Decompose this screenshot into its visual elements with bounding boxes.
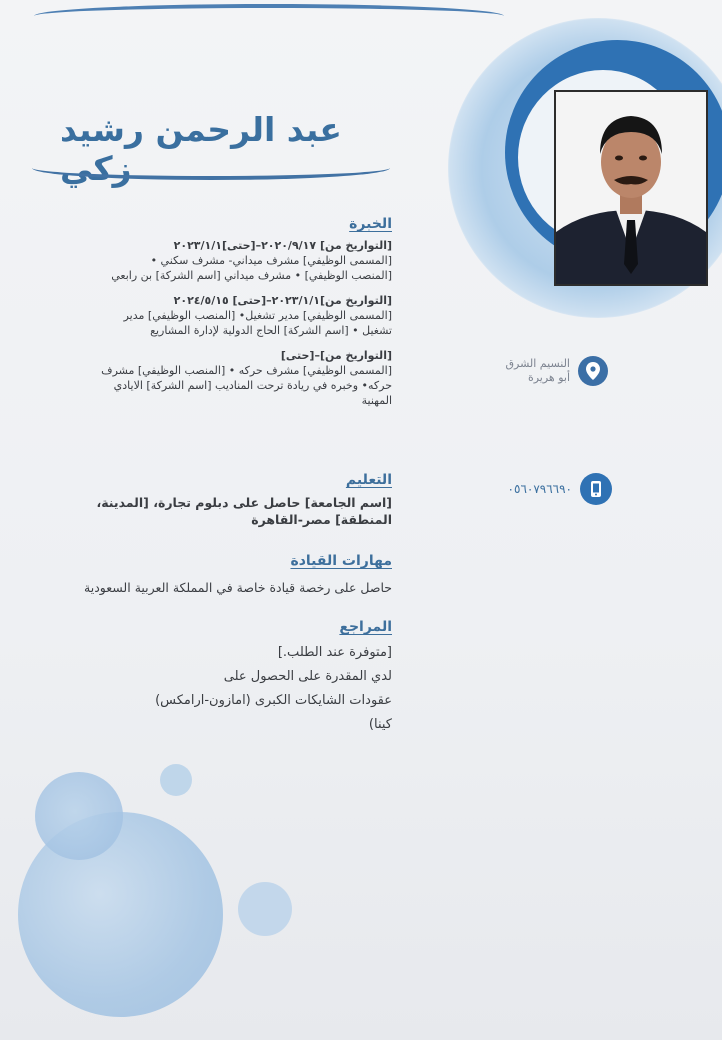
address-contact bbox=[505, 356, 608, 386]
profile-photo bbox=[554, 90, 708, 286]
references-section bbox=[72, 619, 392, 737]
entry-dates: [التواريخ من] ٢٠٢٠/٩/١٧–[حتى]٢٠٢٣/١/١ bbox=[173, 239, 392, 252]
map-pin-icon bbox=[578, 356, 608, 386]
experience-entry bbox=[42, 293, 392, 338]
entry-line: تشغيل • [اسم الشركة] الحاج الدولية لإدارة المشاريع bbox=[150, 324, 392, 337]
top-decorative-line bbox=[34, 4, 504, 22]
reference-line: لدي المقدرة على الحصول على bbox=[223, 669, 392, 684]
leadership-heading: مهارات القيادة bbox=[290, 553, 392, 569]
reference-line: عقودات الشايكات الكبرى (امازون-ارامكس) bbox=[155, 693, 392, 708]
experience-section bbox=[42, 216, 392, 418]
phone-number: ٠٥٦٠٧٩٦٦٩٠ bbox=[507, 482, 572, 496]
leadership-text: حاصل على رخصة قيادة خاصة في المملكة العربية السعودية bbox=[84, 580, 392, 595]
entry-line: المهنية bbox=[361, 394, 392, 407]
entry-line: [المسمى الوظيفي] مشرف ميداني- مشرف سكني • bbox=[150, 254, 392, 267]
experience-entry bbox=[42, 348, 392, 408]
reference-line: [متوفرة عند الطلب.] bbox=[277, 645, 392, 660]
candidate-name: عبد الرحمن رشيد زكي bbox=[60, 110, 342, 189]
entry-line: [المسمى الوظيفي] مدير تشغيل• [المنصب الوظيفي] مدير bbox=[123, 309, 392, 322]
phone-contact bbox=[508, 473, 612, 505]
education-heading: التعليم bbox=[345, 472, 392, 488]
leadership-section bbox=[12, 553, 392, 600]
entry-line: حركه• وخبره في ريادة ترحت المناديب [اسم الشركة] الايادي bbox=[113, 379, 392, 392]
references-heading: المراجع bbox=[339, 619, 392, 635]
entry-dates: [التواريخ من]–[حتى] bbox=[280, 349, 392, 362]
entry-line: [المسمى الوظيفي] مشرف حركه • [المنصب الوظيفي] مشرف bbox=[101, 364, 392, 377]
education-section bbox=[72, 472, 392, 528]
phone-icon bbox=[580, 473, 612, 505]
decorative-bubble-side bbox=[238, 882, 292, 936]
entry-line: [المنصب الوظيفي] • مشرف ميداني [اسم الشركة] بن رابعي bbox=[111, 269, 392, 282]
reference-line: كينا) bbox=[368, 717, 392, 732]
address-line: أبو هريرة bbox=[527, 371, 570, 384]
experience-entry bbox=[42, 238, 392, 283]
decorative-bubble-medium bbox=[35, 772, 123, 860]
address-line: النسيم الشرق bbox=[505, 357, 570, 370]
entry-dates: [التواريخ من]٢٠٢٣/١/١–[حتى] ٢٠٢٤/٥/١٥ bbox=[173, 294, 392, 307]
experience-heading: الخبرة bbox=[349, 216, 392, 232]
education-text: [اسم الجامعة] حاصل على دبلوم تجارة، [المدينة، المنطقة] مصر-القاهرة bbox=[96, 495, 392, 527]
decorative-bubble-small bbox=[160, 764, 192, 796]
